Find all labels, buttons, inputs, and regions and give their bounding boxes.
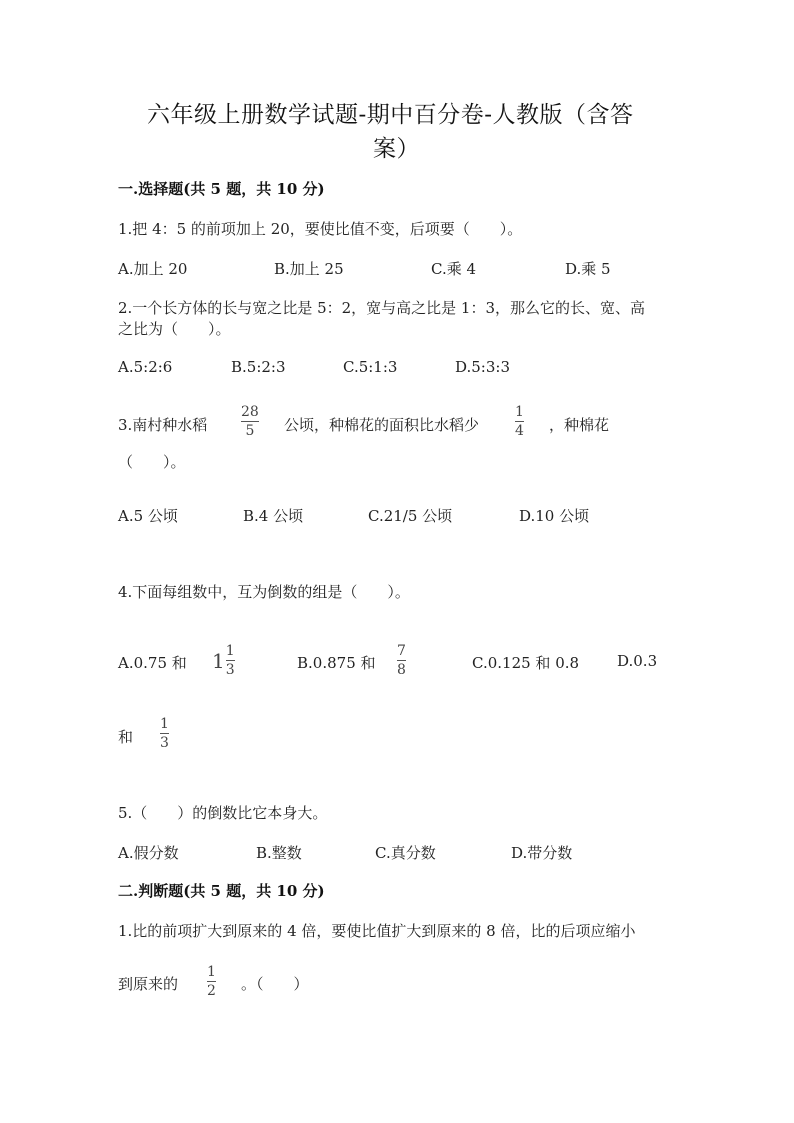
fraction-bar xyxy=(241,421,259,422)
question-3-part2: 公顷，种棉花的面积比水稻少 xyxy=(284,416,480,434)
question-1-text: 1.把 4：5 的前项加上 20，要使比值不变，后项要（ ）。 xyxy=(118,220,523,238)
fraction-bar xyxy=(160,733,169,734)
q5-option-a: A.假分数 xyxy=(118,844,179,862)
fraction-bar xyxy=(207,981,216,982)
q1-option-c: C.乘 4 xyxy=(431,260,477,278)
mixed-fraction xyxy=(226,643,235,678)
judgement-1-part2: 。（ ） xyxy=(241,975,309,993)
q4-option-c: C.0.125 和 0.8 xyxy=(472,654,580,672)
fraction-numerator: 1 xyxy=(225,643,235,659)
q5-option-b: B.整数 xyxy=(256,844,302,862)
q4-option-a: A.0.75 和 xyxy=(118,654,187,672)
question-2-line2: 之比为（ ）。 xyxy=(118,320,231,338)
q3-option-a: A.5 公顷 xyxy=(118,507,178,525)
q2-option-b: B.5:2:3 xyxy=(231,358,286,376)
q1-option-d: D.乘 5 xyxy=(565,260,611,278)
fraction-numerator: 7 xyxy=(397,643,406,659)
mixed-whole: 1 xyxy=(212,648,225,673)
fraction-denominator: 5 xyxy=(245,423,255,439)
judgement-1-part1: 到原来的 xyxy=(118,975,179,993)
page-title-line2: 案） xyxy=(373,136,420,162)
q4-option-d-continued: 和 xyxy=(118,728,134,746)
q3-fraction-1-4 xyxy=(515,404,524,439)
fraction-bar xyxy=(397,660,406,661)
fraction-denominator: 4 xyxy=(515,423,524,439)
q2-option-c: C.5:1:3 xyxy=(343,358,398,376)
q3-fraction-28-5 xyxy=(241,404,259,439)
question-2-line1: 2.一个长方体的长与宽之比是 5：2，宽与高之比是 1：3，那么它的长、宽、高 xyxy=(118,299,646,317)
q2-option-d: D.5:3:3 xyxy=(455,358,510,376)
question-5-text: 5.（ ）的倒数比它本身大。 xyxy=(118,804,328,822)
fraction-numerator: 1 xyxy=(515,404,524,420)
q5-option-c: C.真分数 xyxy=(375,844,436,862)
judgement-1-line1: 1.比的前项扩大到原来的 4 倍，要使比值扩大到原来的 8 倍，比的后项应缩小 xyxy=(118,922,636,940)
q3-option-b: B.4 公顷 xyxy=(243,507,304,525)
q1-option-a: A.加上 20 xyxy=(118,260,188,278)
judgement-1-fraction xyxy=(207,964,216,999)
fraction-bar xyxy=(226,660,235,661)
q3-option-d: D.10 公顷 xyxy=(519,507,590,525)
q4-option-b-fraction xyxy=(397,643,406,678)
fraction-bar xyxy=(515,421,524,422)
fraction-denominator: 3 xyxy=(160,735,169,751)
q5-option-d: D.带分数 xyxy=(511,844,573,862)
question-3-part1: 3.南村种水稻 xyxy=(118,416,208,434)
fraction-numerator: 1 xyxy=(207,964,216,980)
q4-option-d: D.0.3 xyxy=(617,652,658,670)
section-heading-choice: 一.选择题(共 5 题，共 10 分) xyxy=(118,180,325,198)
question-4-text: 4.下面每组数中，互为倒数的组是（ ）。 xyxy=(118,583,410,601)
fraction-numerator: 28 xyxy=(241,404,259,420)
fraction-denominator: 2 xyxy=(207,983,216,999)
fraction-denominator: 3 xyxy=(225,662,235,678)
q3-option-c: C.21/5 公顷 xyxy=(368,507,453,525)
page-title-line1: 六年级上册数学试题-期中百分卷-人教版（含答 xyxy=(147,102,634,128)
question-3-line2: （ ）。 xyxy=(118,453,186,471)
fraction-denominator: 8 xyxy=(397,662,406,678)
q4-option-d-fraction xyxy=(160,716,169,751)
question-3-part3: ，种棉花 xyxy=(549,416,610,434)
fraction-numerator: 1 xyxy=(160,716,169,732)
section-heading-judgement: 二.判断题(共 5 题，共 10 分) xyxy=(118,882,325,900)
q4-option-b: B.0.875 和 xyxy=(297,654,376,672)
q2-option-a: A.5:2:6 xyxy=(118,358,173,376)
q1-option-b: B.加上 25 xyxy=(274,260,344,278)
q4-option-a-mixed-number xyxy=(212,643,235,678)
